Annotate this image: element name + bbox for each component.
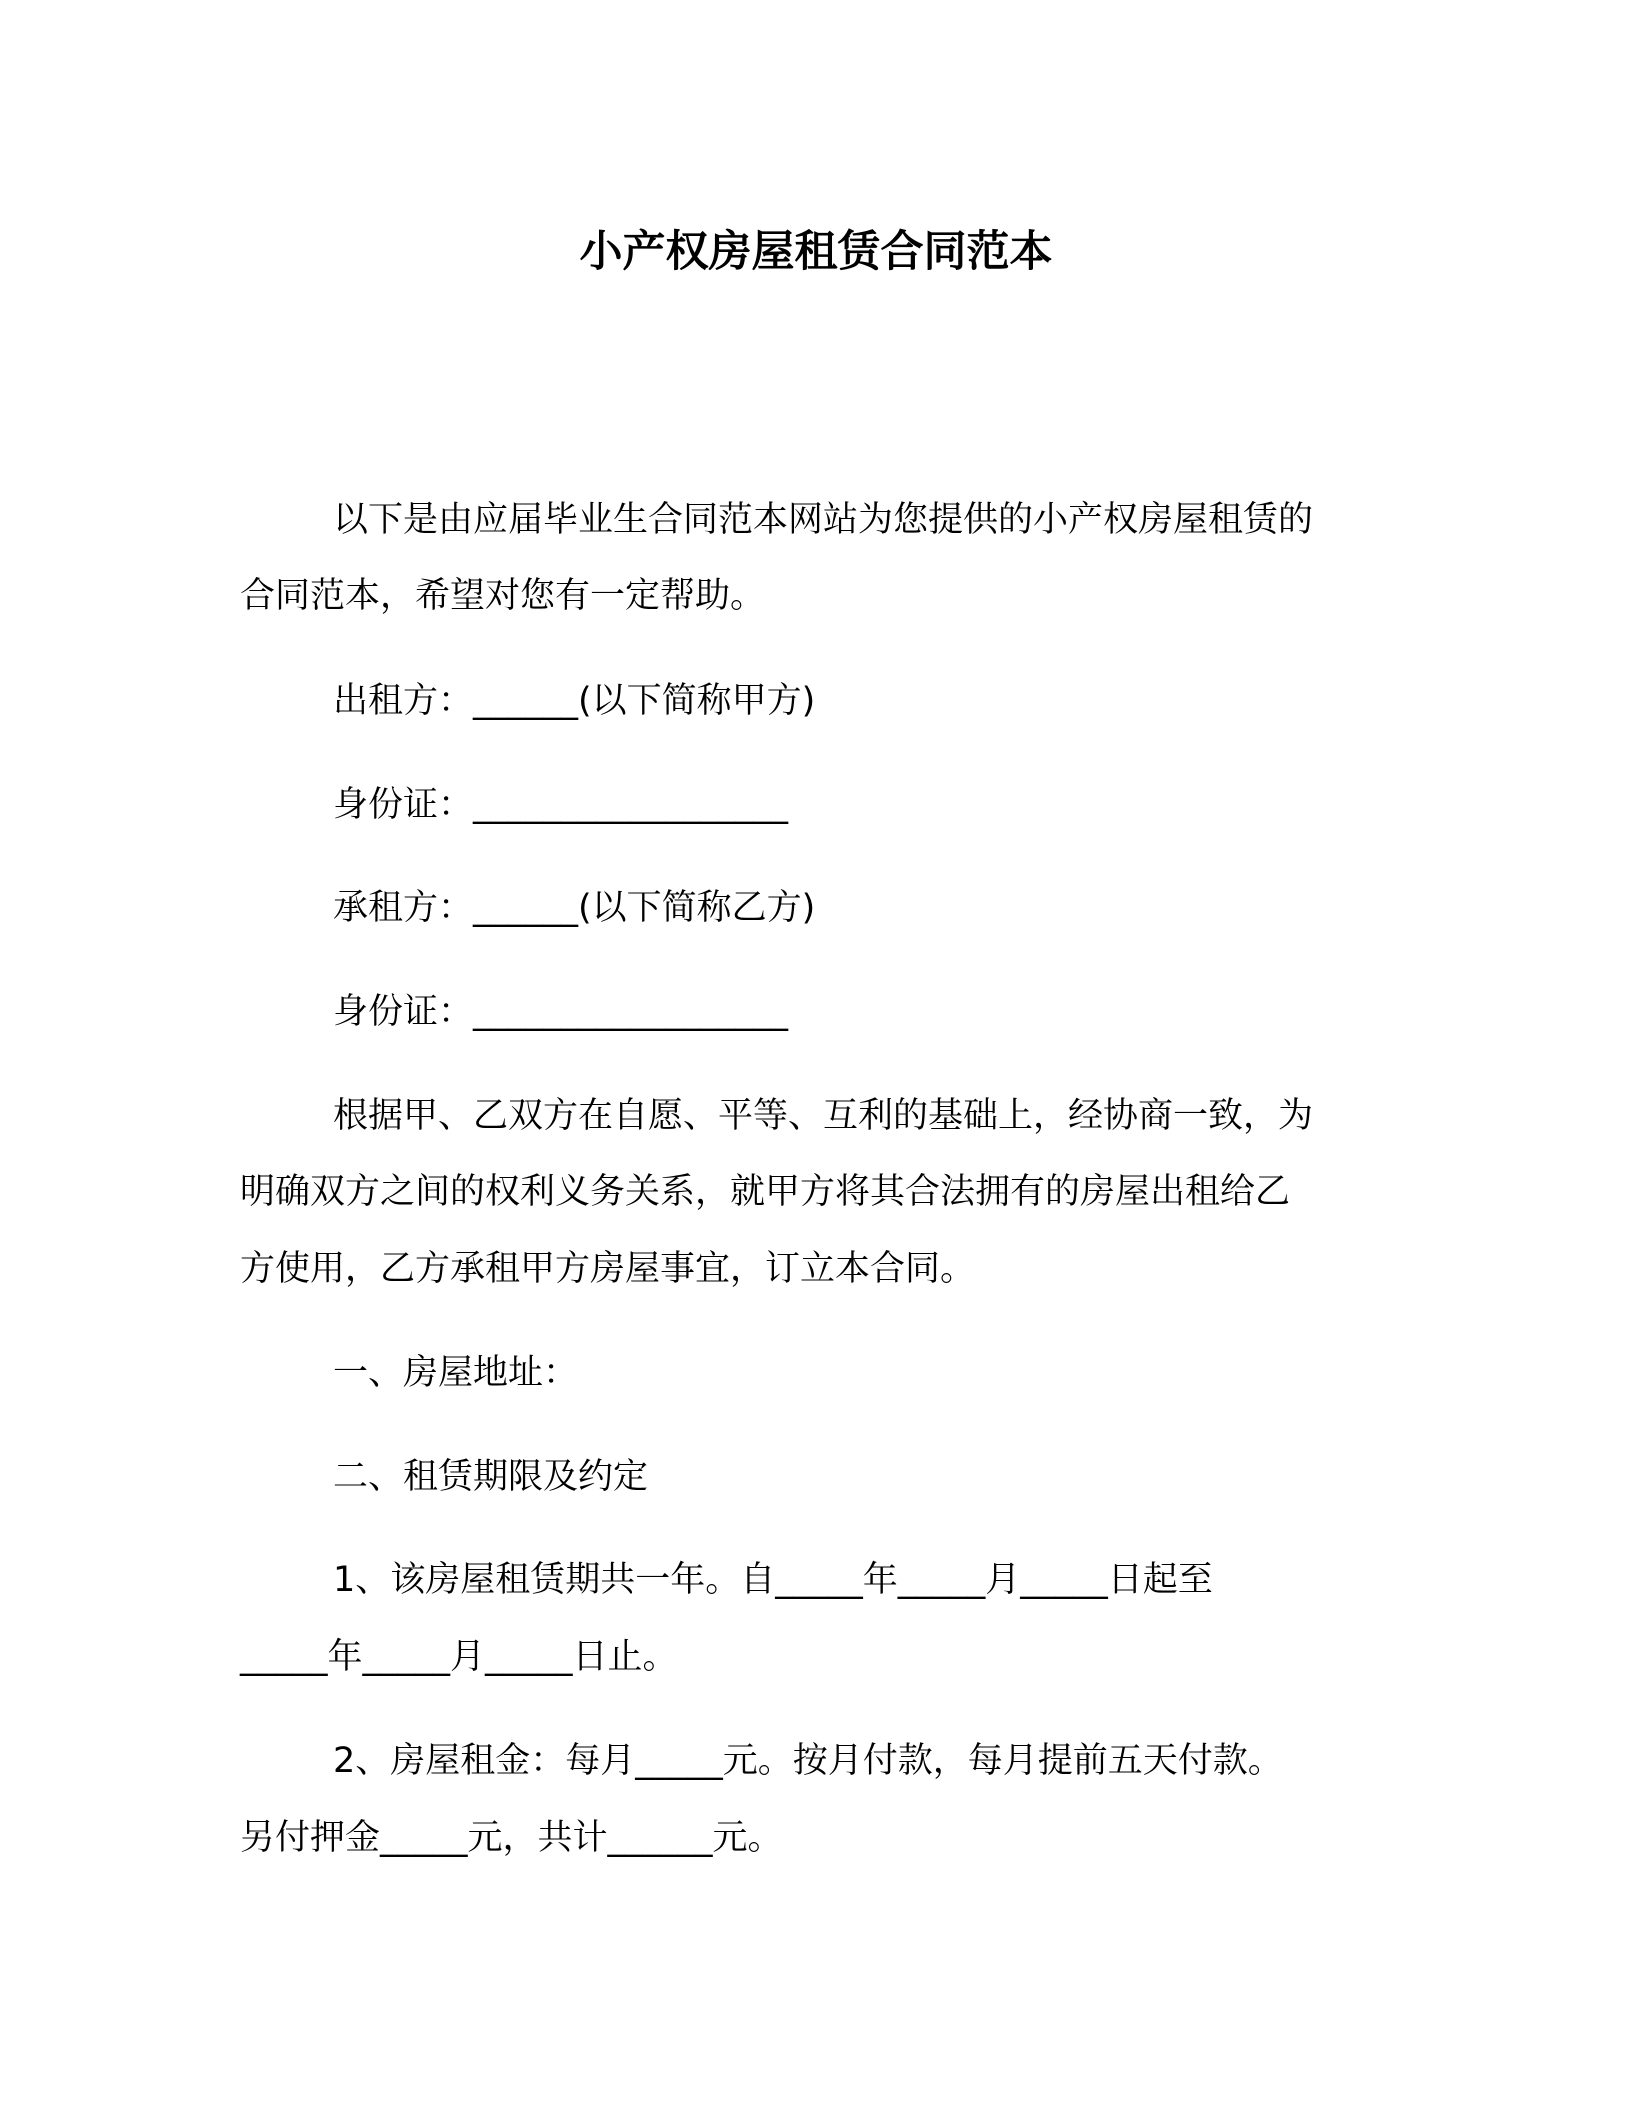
- section-2-heading: 二、租赁期限及约定: [333, 1457, 649, 1497]
- intro-line-1: 以下是由应届毕业生合同范本网站为您提供的小产权房屋租赁的: [333, 500, 1314, 540]
- lessor-id-line: 身份证：__________________: [333, 785, 789, 825]
- preamble-line-1: 根据甲、乙双方在自愿、平等、互利的基础上，经协商一致，为: [333, 1096, 1314, 1136]
- clause-2-line-1: 2、房屋租金：每月_____元。按月付款，每月提前五天付款。: [333, 1741, 1283, 1781]
- preamble-line-2: 明确双方之间的权利义务关系，就甲方将其合法拥有的房屋出租给乙: [240, 1172, 1291, 1212]
- clause-1-line-2: _____年_____月_____日止。: [240, 1637, 678, 1677]
- lessee-line: 承租方：______(以下简称乙方): [333, 888, 816, 928]
- clause-2-line-2: 另付押金_____元，共计______元。: [240, 1818, 783, 1858]
- document-title: 小产权房屋租赁合同范本: [579, 227, 1053, 277]
- section-1-heading: 一、房屋地址：: [333, 1353, 579, 1393]
- lessor-line: 出租方：______(以下简称甲方): [333, 681, 816, 721]
- clause-1-line-1: 1、该房屋租赁期共一年。自_____年_____月_____日起至: [333, 1560, 1213, 1600]
- preamble-line-3: 方使用，乙方承租甲方房屋事宜，订立本合同。: [240, 1249, 976, 1289]
- intro-line-2: 合同范本，希望对您有一定帮助。: [240, 576, 766, 616]
- lessee-id-line: 身份证：__________________: [333, 992, 789, 1032]
